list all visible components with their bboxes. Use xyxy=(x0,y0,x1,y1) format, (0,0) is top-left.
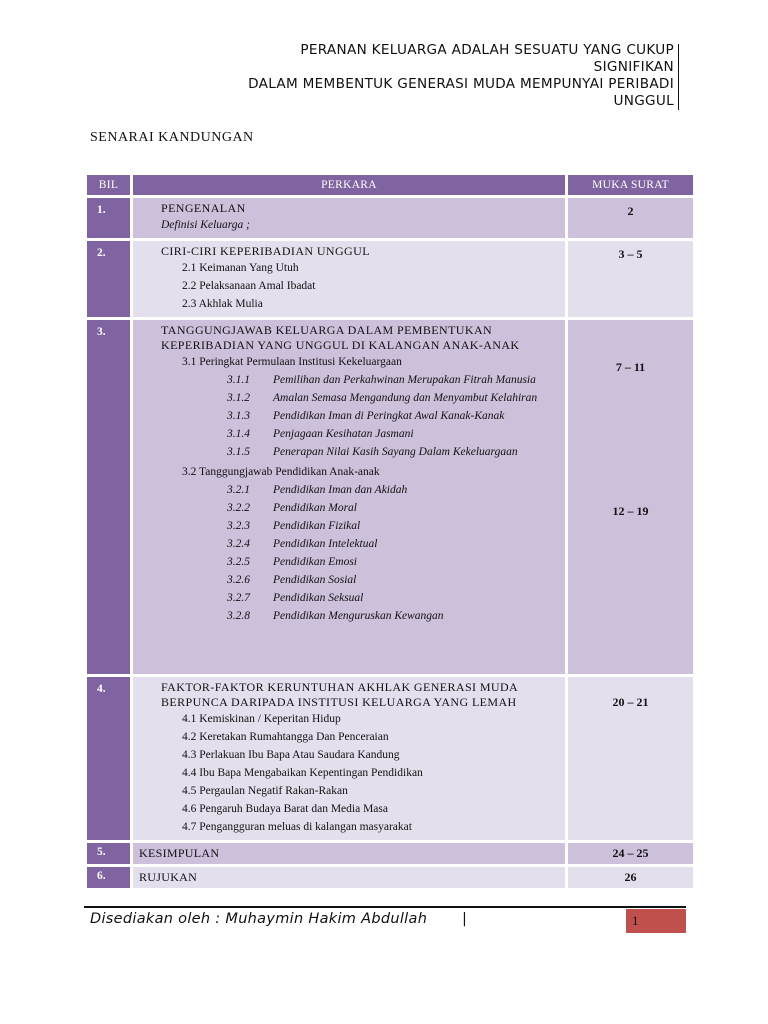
page-range-3-2: 12 – 19 xyxy=(612,504,649,518)
item-text: Pendidikan Intelektual xyxy=(273,538,378,550)
section-title: FAKTOR-FAKTOR KERUNTUHAN AKHLAK GENERASI MUDA BERPUNCA DARIPADA INSTITUSI KELUARGA YANG LEMAH xyxy=(161,680,518,709)
subsection-item: 4.1 Kemiskinan / Keperitan Hidup xyxy=(182,713,341,725)
table-row xyxy=(87,320,693,674)
item-text: Pendidikan Moral xyxy=(273,502,357,514)
subsubsection-item xyxy=(161,409,559,423)
subsection-item: 4.6 Pengaruh Budaya Barat dan Media Masa xyxy=(182,803,388,815)
subsubsection-item xyxy=(161,591,559,605)
item-number: 3.2.5 xyxy=(227,556,250,568)
table-header-row xyxy=(87,175,693,195)
item-number: 3.2.6 xyxy=(227,574,250,586)
section-title: PENGENALAN xyxy=(161,201,246,215)
row-content xyxy=(133,320,565,674)
subsubsection-item xyxy=(161,427,559,441)
row-page-number: 2 xyxy=(568,198,693,238)
document-title: SENARAI KANDUNGAN xyxy=(90,130,254,145)
subsection-item: 2.1 Keimanan Yang Utuh xyxy=(182,262,299,274)
table-row xyxy=(87,843,693,864)
row-page-number: 20 – 21 xyxy=(568,677,693,840)
section-subtitle: Definisi Keluarga ; xyxy=(161,219,251,231)
row-number: 6. xyxy=(87,867,130,888)
row-content xyxy=(133,241,565,317)
item-number: 3.2.3 xyxy=(227,520,250,532)
subsection-title: 3.1 Peringkat Permulaan Institusi Kekeluargaan xyxy=(182,356,402,368)
footer-prepared-by: Disediakan oleh : Muhaymin Hakim Abdullah xyxy=(90,911,428,927)
header-line-3: DALAM MEMBENTUK GENERASI MUDA MEMPUNYAI PERIBADI xyxy=(248,76,674,92)
header-line-2: SIGNIFIKAN xyxy=(593,59,674,75)
subsection-item: 4.7 Pengangguran meluas di kalangan masyarakat xyxy=(182,821,412,833)
item-text: Pendidikan Sosial xyxy=(273,574,357,586)
table-row xyxy=(87,241,693,317)
row-content: KESIMPULAN xyxy=(133,843,565,864)
subsubsection-item xyxy=(161,555,559,569)
subsubsection-item xyxy=(161,573,559,587)
subsection-item: 4.5 Pergaulan Negatif Rakan-Rakan xyxy=(182,785,348,797)
item-number: 3.2.8 xyxy=(227,610,250,622)
subsubsection-item xyxy=(161,519,559,533)
subsection-title: 3.2 Tanggungjawab Pendidikan Anak-anak xyxy=(182,466,380,478)
header-line-1: PERANAN KELUARGA ADALAH SESUATU YANG CUKUP xyxy=(300,42,674,58)
item-text: Pendidikan Fizikal xyxy=(273,520,361,532)
item-number: 3.1.5 xyxy=(227,446,250,458)
row-number: 2. xyxy=(87,241,130,317)
column-header-muka-surat: MUKA SURAT xyxy=(568,175,693,195)
subsubsection-item xyxy=(161,501,559,515)
item-text: Amalan Semasa Mengandung dan Menyambut Kelahiran xyxy=(273,392,538,404)
subsubsection-item xyxy=(161,445,559,459)
item-number: 3.1.3 xyxy=(227,410,250,422)
item-text: Penerapan Nilai Kasih Sayang Dalam Kekeluargaan xyxy=(273,446,518,458)
table-row xyxy=(87,198,693,238)
item-number: 3.1.2 xyxy=(227,392,250,404)
subsubsection-item xyxy=(161,609,559,623)
row-number: 3. xyxy=(87,320,130,674)
row-page-number: 26 xyxy=(568,867,693,888)
row-content: RUJUKAN xyxy=(133,867,565,888)
section-title: TANGGUNGJAWAB KELUARGA DALAM PEMBENTUKAN KEPERIBADIAN YANG UNGGUL DI KALANGAN ANAK-ANAK xyxy=(161,323,520,352)
page-header xyxy=(180,42,674,110)
item-number: 3.1.1 xyxy=(227,374,250,386)
row-number: 5. xyxy=(87,843,130,864)
column-header-bil: BIL xyxy=(87,175,130,195)
subsubsection-item xyxy=(161,373,559,387)
footer-divider xyxy=(84,906,686,908)
subsection-item: 2.3 Akhlak Mulia xyxy=(182,298,263,310)
row-number: 1. xyxy=(87,198,130,238)
row-page-number: 24 – 25 xyxy=(568,843,693,864)
item-text: Pendidikan Seksual xyxy=(273,592,364,604)
column-header-perkara: PERKARA xyxy=(133,175,565,195)
header-line-4: UNGGUL xyxy=(613,93,674,109)
row-content xyxy=(133,198,565,238)
footer-separator: | xyxy=(462,911,467,927)
subsubsection-item xyxy=(161,537,559,551)
item-text: Pendidikan Menguruskan Kewangan xyxy=(273,610,444,622)
row-page-number: 3 – 5 xyxy=(568,241,693,317)
row-page-number xyxy=(568,320,693,674)
item-text: Pendidikan Emosi xyxy=(273,556,357,568)
subsubsection-item xyxy=(161,483,559,497)
subsection-item: 4.3 Perlakuan Ibu Bapa Atau Saudara Kandung xyxy=(182,749,400,761)
item-number: 3.2.7 xyxy=(227,592,250,604)
item-number: 3.2.1 xyxy=(227,484,250,496)
item-number: 3.2.4 xyxy=(227,538,250,550)
item-number: 3.1.4 xyxy=(227,428,250,440)
table-row xyxy=(87,867,693,888)
item-text: Pendidikan Iman dan Akidah xyxy=(273,484,408,496)
subsection-item: 2.2 Pelaksanaan Amal Ibadat xyxy=(182,280,316,292)
item-text: Penjagaan Kesihatan Jasmani xyxy=(273,428,414,440)
page-number-badge: 1 xyxy=(626,909,686,933)
header-divider xyxy=(678,44,679,110)
subsection-item: 4.4 Ibu Bapa Mengabaikan Kepentingan Pendidikan xyxy=(182,767,423,779)
page-range-3-1: 7 – 11 xyxy=(615,360,646,374)
item-text: Pemilihan dan Perkahwinan Merupakan Fitrah Manusia xyxy=(273,374,536,386)
row-content xyxy=(133,677,565,840)
table-of-contents xyxy=(84,172,696,891)
row-number: 4. xyxy=(87,677,130,840)
item-number: 3.2.2 xyxy=(227,502,250,514)
table-row xyxy=(87,677,693,840)
section-title: CIRI-CIRI KEPERIBADIAN UNGGUL xyxy=(161,244,370,258)
subsubsection-item xyxy=(161,391,559,405)
subsection-item: 4.2 Keretakan Rumahtangga Dan Penceraian xyxy=(182,731,389,743)
item-text: Pendidikan Iman di Peringkat Awal Kanak-Kanak xyxy=(273,410,505,422)
